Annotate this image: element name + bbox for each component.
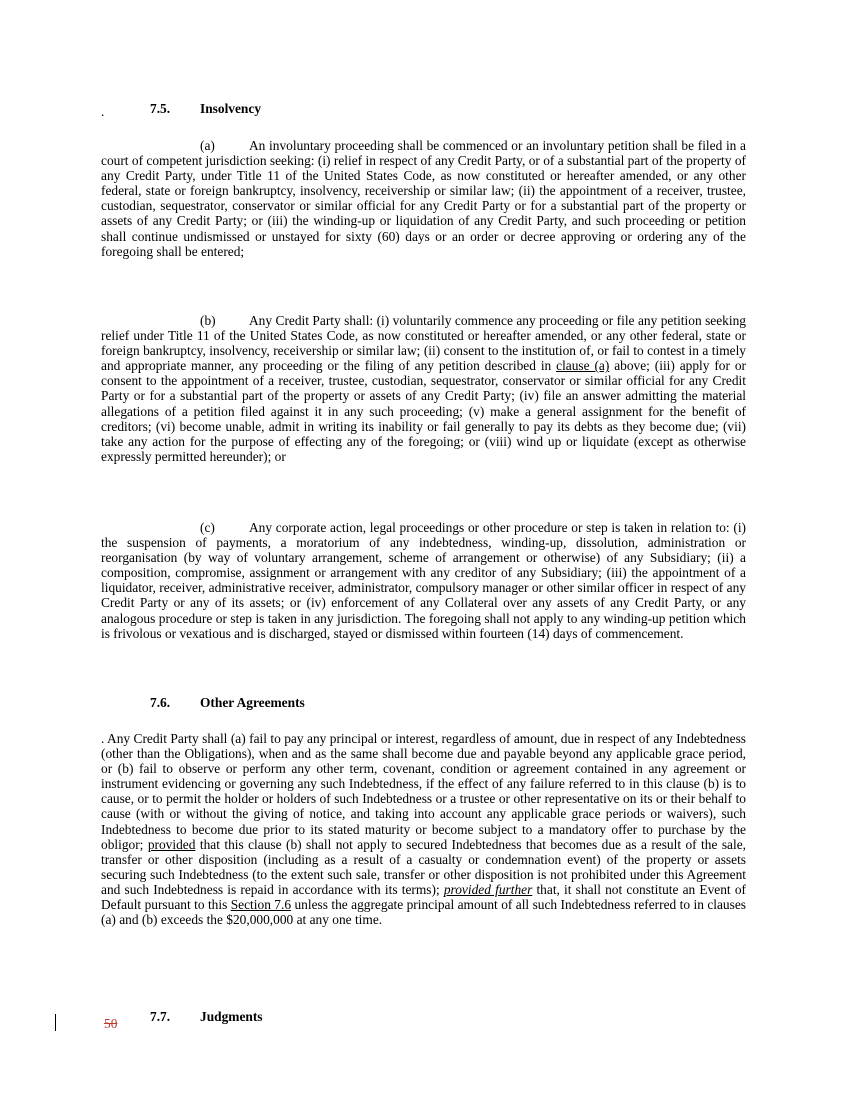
- paragraph-7-6: [101, 731, 746, 927]
- section-7-7-title: Judgments: [200, 1009, 263, 1024]
- section-7-6-heading: [150, 695, 305, 710]
- section-7-6-reference: Section 7.6: [230, 897, 292, 913]
- section-7-5-title: Insolvency: [200, 101, 262, 116]
- clause-a-label: (a): [200, 138, 215, 153]
- section-7-6-text-2: that this clause (b) shall not apply to secured Indebtedness that becomes due as a result of the sale, transfer or other disposition (including as a result of a casualty or condemnation event) of the property or assets securing such Indebtedness (to the extent such sale, transfer or other disposition is not prohibited under this Agreement and such Indebtedness is repaid in accordance with its terms);: [101, 836, 747, 897]
- clause-b-text-2: above; (iii) apply for or consent to the appointment of a receiver, trustee, custodian, sequestrator, conservator or similar official for any Credit Party or for a substantial part of the property or assets of any Credit Party; (iv) file an answer admitting the material allegations of a petition filed against it in any such proceeding; (v) make a general assignment for the benefit of creditors; (vi) become unable, admit in writing its inability or fail generally to pay its debts as they become due; (vii) take any action for the purpose of effecting any of the foregoing; or (viii) wind up or liquidate (except as otherwise expressly permitted hereunder); or: [101, 358, 746, 464]
- paragraph-7-5-a: [101, 138, 746, 259]
- provided-further-term: provided further: [443, 881, 533, 897]
- clause-c-label: (c): [200, 520, 215, 535]
- section-7-5-number: 7.5.: [150, 101, 171, 116]
- section-7-7-number: 7.7.: [150, 1009, 171, 1024]
- provided-term: provided: [147, 836, 196, 852]
- revision-change-bar: [55, 1014, 56, 1031]
- clause-b-text-1: Any Credit Party shall: (i) voluntarily commence any proceeding or file any petition seeking relief under Title 11 of the United States Code, as now constituted or hereafter amended, or any other federal, state or foreign bankruptcy, insolvency, receivership or similar law; (ii) consent to the institution of, or fail to contest in a timely and appropriate manner, any proceeding or the filing of any petition described in: [101, 313, 746, 374]
- clause-a-text: An involuntary proceeding shall be commenced or an involuntary petition shall be filed in a court of competent jurisdiction seeking: (i) relief in respect of any Credit Party, or of a substantial part of the property of any Credit Party, under Title 11 of the United States Code, as now constituted or hereafter amended, or any other federal, state or foreign bankruptcy, insolvency, receivership or similar law; (ii) the appointment of a receiver, trustee, custodian, sequestrator, conservator or similar official for any Credit Party or for a substantial part of the property or assets of any Credit Party; or (iii) the winding-up or liquidation of any Credit Party, and such proceeding or petition shall continue undismissed or unstayed for sixty (60) days or an order or decree approving or ordering any of the foregoing shall be entered;: [101, 138, 746, 259]
- section-7-6-title: Other Agreements: [200, 695, 305, 710]
- paragraph-7-5-c: [101, 520, 746, 641]
- deleted-page-number: 50: [104, 1016, 118, 1031]
- section-7-6-number: 7.6.: [150, 695, 171, 710]
- section-7-5-heading: [150, 101, 261, 116]
- section-7-6-text-1: . Any Credit Party shall (a) fail to pay any principal or interest, regardless of amount, due in respect of any Indebtedness (other than the Obligations), when and as the same shall become due and payable beyond any applicable grace period, or (b) fail to observe or perform any other term, covenant, condition or agreement contained in any agreement or instrument evidencing or governing any such Indebtedness, if the effect of any failure referred to in this clause (b) is to cause, or to permit the holder or holders of such Indebtedness or a trustee or other representative on its or their behalf to cause (with or without the giving of notice, and taking into account any applicable grace periods or waivers), such Indebtedness to become due prior to its stated maturity or become subject to a mandatory offer to purchase by the obligor;: [101, 731, 746, 852]
- leading-dot: .: [101, 104, 105, 119]
- clause-c-text: Any corporate action, legal proceedings or other procedure or step is taken in relation to: (i) the suspension of payments, a moratorium of any indebtedness, winding-up, dissolution, administration or reorganisation (by way of voluntary arrangement, scheme of arrangement or otherwise) of any Subsidiary; (ii) a composition, compromise, assignment or arrangement with any creditor of any Subsidiary; (iii) the appointment of a liquidator, receiver, administrative receiver, administrator, compulsory manager or other similar officer in respect of any Credit Party or any of its assets; or (iv) enforcement of any Collateral over any assets of any Credit Party, or any analogous procedure or step is taken in any jurisdiction. The foregoing shall not apply to any winding-up petition which is frivolous or vexatious and is discharged, stayed or dismissed within fourteen (14) days of commencement.: [101, 520, 746, 641]
- paragraph-7-5-b: [101, 313, 746, 464]
- section-7-6-text-3: that, it shall not constitute an Event of Default pursuant to this: [101, 881, 746, 913]
- clause-b-label: (b): [200, 313, 216, 328]
- section-7-6-text-4: unless the aggregate principal amount of all such Indebtedness referred to in clauses (a) and (b) exceeds the $20,000,000 at any one time.: [101, 897, 746, 928]
- section-7-7-heading: [150, 1009, 263, 1024]
- clause-a-reference: clause (a): [556, 358, 610, 374]
